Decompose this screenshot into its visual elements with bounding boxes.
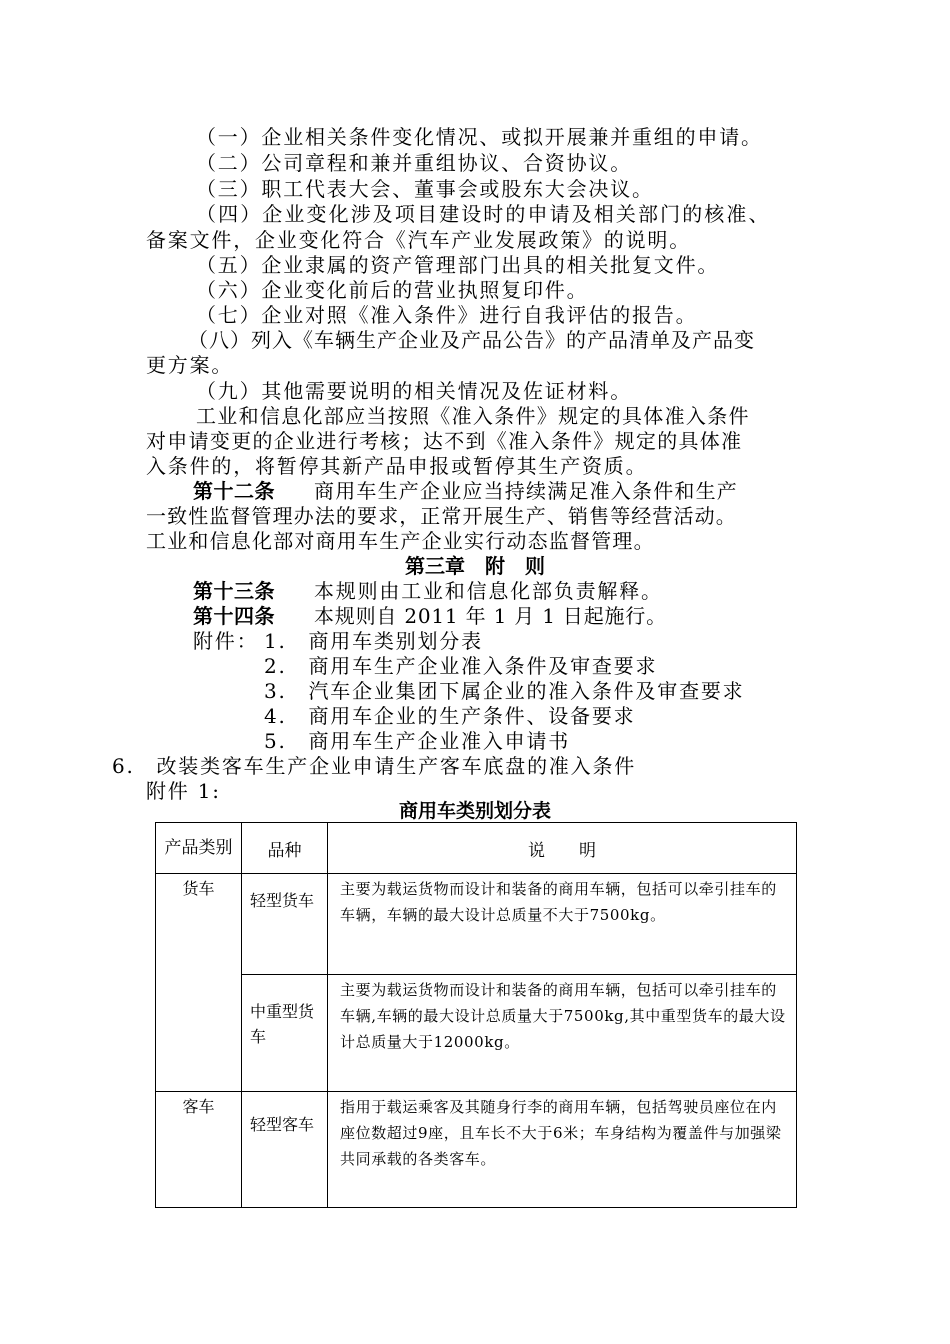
vehicle-category-table (155, 822, 796, 1208)
attachments-label: 附件： (193, 629, 259, 653)
paragraph-item-8-line2: 更方案。 (146, 353, 234, 377)
paragraph-item-4-line2: 备案文件，企业变化符合《汽车产业发展政策》的说明。 (146, 228, 691, 252)
kind-cell: 轻型客车 (242, 1092, 328, 1208)
paragraph-item-7: （七）企业对照《准入条件》进行自我评估的报告。 (196, 303, 698, 327)
table-row (156, 1092, 797, 1208)
category-cell-truck: 货车 (156, 874, 242, 1092)
attachment-item-1: 1. 商用车类别划分表 (264, 629, 483, 653)
article-12-label: 第十二条 (193, 479, 275, 503)
kind-cell: 中重型货车 (242, 975, 328, 1092)
article-12-line1: 商用车生产企业应当持续满足准入条件和生产 (314, 479, 738, 503)
attachment-item-5: 5. 商用车生产企业准入申请书 (264, 729, 571, 753)
kind-cell: 轻型货车 (242, 874, 328, 975)
paragraph-item-4-line1: （四）企业变化涉及项目建设时的申请及相关部门的核准、 (196, 202, 771, 226)
article-13-label: 第十三条 (193, 579, 275, 603)
article-13-text: 本规则由工业和信息化部负责解释。 (314, 579, 663, 603)
attachment-item-2: 2. 商用车生产企业准入条件及审查要求 (264, 654, 658, 678)
chapter-3-heading: 第三章 附 则 (405, 554, 545, 578)
paragraph-10-line1: 工业和信息化部应当按照《准入条件》规定的具体准入条件 (196, 404, 750, 428)
paragraph-10-line2: 对申请变更的企业进行考核；达不到《准入条件》规定的具体准 (146, 429, 743, 453)
paragraph-item-2: （二）公司章程和兼并重组协议、合资协议。 (196, 151, 632, 175)
paragraph-item-1: （一）企业相关条件变化情况、或拟开展兼并重组的申请。 (196, 125, 763, 149)
table-row (156, 874, 797, 975)
description-cell: 主要为载运货物而设计和装备的商用车辆，包括可以牵引挂车的车辆，车辆的最大设计总质量不大于7500kg。 (328, 874, 797, 975)
paragraph-item-6: （六）企业变化前后的营业执照复印件。 (196, 278, 589, 302)
table-title: 商用车类别划分表 (398, 800, 551, 822)
paragraph-item-3: （三）职工代表大会、董事会或股东大会决议。 (196, 177, 654, 201)
attachment-item-6: 6. 改装类客车生产企业申请生产客车底盘的准入条件 (112, 754, 637, 778)
table-row (156, 975, 797, 1092)
attachment-item-3: 3. 汽车企业集团下属企业的准入条件及审查要求 (264, 679, 745, 703)
paragraph-item-8-line1: （八）列入《车辆生产企业及产品公告》的产品清单及产品变 (188, 328, 755, 352)
header-kind: 品种 (242, 823, 328, 874)
table-header-row (156, 823, 797, 874)
paragraph-10-line3: 入条件的，将暂停其新产品申报或暂停其生产资质。 (146, 454, 648, 478)
article-12-line3: 工业和信息化部对商用车生产企业实行动态监督管理。 (146, 529, 655, 553)
category-cell-bus: 客车 (156, 1092, 242, 1208)
header-description: 说 明 (328, 823, 797, 874)
header-category: 产品类别 (156, 823, 242, 874)
article-12-line2: 一致性监督管理办法的要求，正常开展生产、销售等经营活动。 (146, 504, 737, 528)
article-14-label: 第十四条 (193, 604, 275, 628)
description-cell: 主要为载运货物而设计和装备的商用车辆，包括可以牵引挂车的车辆,车辆的最大设计总质量大于7500kg,其中重型货车的最大设计总质量大于12000kg。 (328, 975, 797, 1092)
paragraph-item-5: （五）企业隶属的资产管理部门出具的相关批复文件。 (196, 253, 720, 277)
annex-1-label: 附件 1: (146, 779, 221, 803)
attachment-item-4: 4. 商用车企业的生产条件、设备要求 (264, 704, 636, 728)
description-cell: 指用于载运乘客及其随身行李的商用车辆，包括驾驶员座位在内座位数超过9座，且车长不大于6米；车身结构为覆盖件与加强梁共同承载的各类客车。 (328, 1092, 797, 1208)
paragraph-item-9: （九）其他需要说明的相关情况及佐证材料。 (196, 379, 632, 403)
article-14-text: 本规则自 2011 年 1 月 1 日起施行。 (314, 604, 667, 628)
